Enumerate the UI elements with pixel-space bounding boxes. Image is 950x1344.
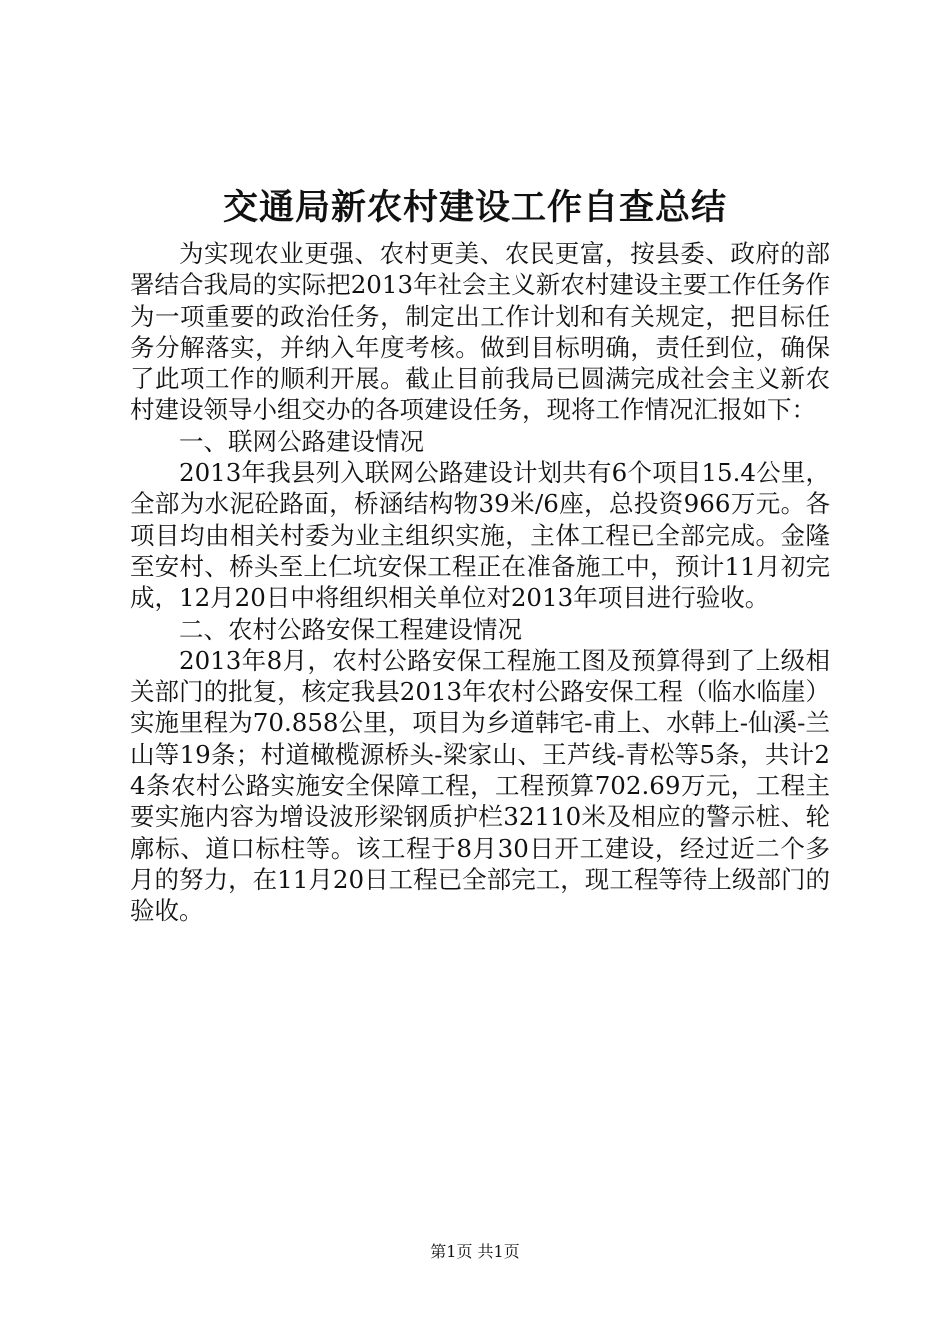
document-body [130, 238, 830, 927]
document-title: 交通局新农村建设工作自查总结 [222, 187, 727, 228]
safety-project-paragraph: 2013年8月，农村公路安保工程施工图及预算得到了上级相关部门的批复，核定我县2013年农村公路安保工程（临水临崖）实施里程为70.858公里，项目为乡道韩宅-甫上、水韩上-仙溪-兰山等19条；村道橄榄源桥头-梁家山、王芦线-青松等5条，共计24条农村公路实施安全保障工程，工程预算702.69万元，工程主要实施内容为增设波形梁钢质护栏32110米及相应的警示桩、轮廓标、道口标柱等。该工程于8月30日开工建设，经过近二个多月的努力，在11月20日工程已全部完工，现工程等待上级部门的验收。 [130, 645, 830, 926]
page-footer: 第1页 共1页 [430, 1242, 520, 1261]
section-heading-network-roads: 一、联网公路建设情况 [179, 426, 424, 456]
intro-paragraph: 为实现农业更强、农村更美、农民更富，按县委、政府的部署结合我局的实际把2013年社会主义新农村建设主要工作任务作为一项重要的政治任务，制定出工作计划和有关规定，把目标任务分解落实，并纳入年度考核。做到目标明确，责任到位，确保了此项工作的顺利开展。截止目前我局已圆满完成社会主义新农村建设领导小组交办的各项建设任务，现将工作情况汇报如下： [130, 239, 830, 425]
network-roads-paragraph: 2013年我县列入联网公路建设计划共有6个项目15.4公里，全部为水泥砼路面，桥涵结构物39米/6座，总投资966万元。各项目均由相关村委为业主组织实施，主体工程已全部完成。金隆至安村、桥头至上仁坑安保工程正在准备施工中，预计11月初完成，12月20日中将组织相关单位对2013年项目进行验收。 [130, 458, 830, 613]
section-heading-safety-project: 二、农村公路安保工程建设情况 [179, 614, 522, 644]
